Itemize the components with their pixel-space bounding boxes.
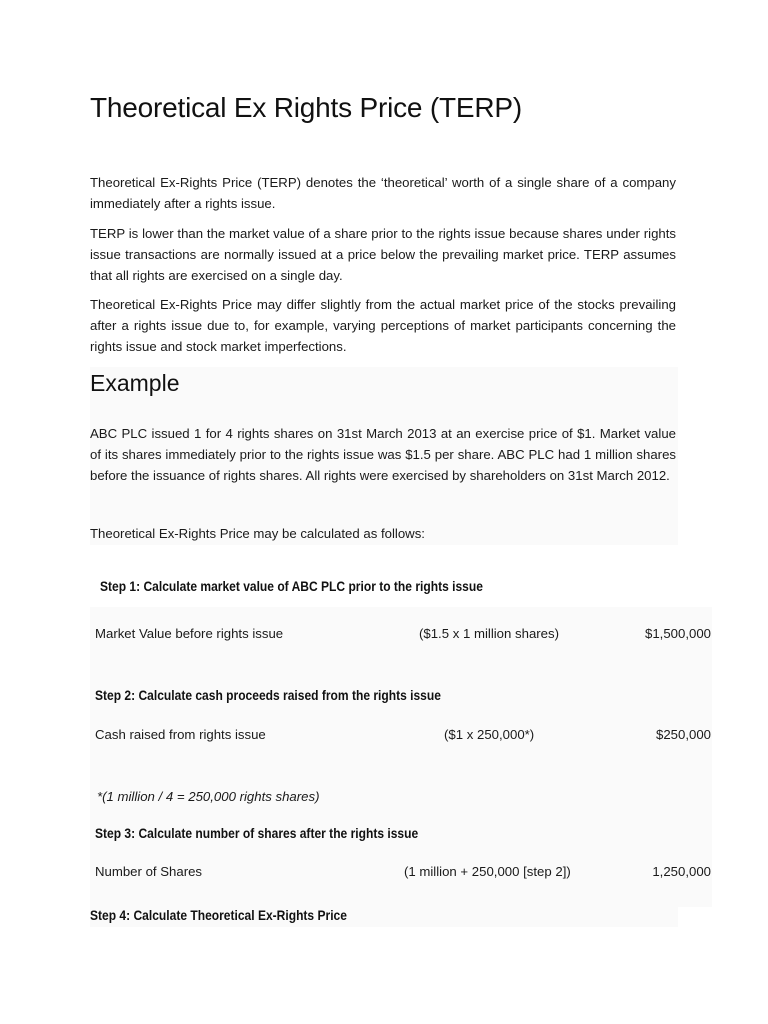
step-3-heading: Step 3: Calculate number of shares after the rights issue	[95, 825, 419, 841]
step-4-heading: Step 4: Calculate Theoretical Ex-Rights Price	[90, 907, 347, 923]
steps-background	[90, 607, 712, 907]
step-2-calc: ($1 x 250,000*)	[444, 727, 535, 742]
page-title: Theoretical Ex Rights Price (TERP)	[90, 92, 522, 123]
example-intro: Theoretical Ex-Rights Price may be calculated as follows:	[90, 526, 425, 541]
paragraph-terp-lower: TERP is lower than the market value of a share prior to the rights issue because shares under rights issue transactions are normally issued at a price below the prevailing market price. TERP assumes that all rights are exercised on a single day.	[90, 226, 676, 283]
paragraph-terp-definition: Theoretical Ex-Rights Price (TERP) denotes the ‘theoretical’ worth of a single share of a company immediately after a rights issue.	[90, 175, 676, 211]
step-1-row	[95, 626, 711, 646]
step-1-calc: ($1.5 x 1 million shares)	[419, 626, 559, 641]
step-1-amount: $1,500,000	[644, 626, 711, 641]
step-3-label: Number of Shares	[95, 864, 203, 879]
example-heading: Example	[90, 370, 180, 396]
step-2-heading: Step 2: Calculate cash proceeds raised from the rights issue	[95, 687, 441, 703]
step-1-heading: Step 1: Calculate market value of ABC PLC prior to the rights issue	[100, 578, 483, 594]
step-1-label: Market Value before rights issue	[95, 626, 284, 641]
step-2-label: Cash raised from rights issue	[95, 727, 266, 742]
step-2-row	[95, 727, 711, 747]
step-3-row	[95, 864, 711, 884]
example-text: ABC PLC issued 1 for 4 rights shares on 31st March 2013 at an exercise price of $1. Market value of its shares immediately prior to the rights issue was $1.5 per share. ABC PLC had 1 million shares before the issuance of rights shares. All rights were exercised by shareholders on 31st March 2012.	[90, 426, 676, 483]
step-3-calc: (1 million + 250,000 [step 2])	[404, 864, 571, 879]
step-3-amount: 1,250,000	[652, 864, 711, 879]
step-2-amount: $250,000	[655, 727, 711, 742]
paragraph-terp-difference: Theoretical Ex-Rights Price may differ slightly from the actual market price of the stocks prevailing after a rights issue due to, for example, varying perceptions of market participants concerning the rights issue and stock market imperfections.	[90, 297, 676, 354]
footnote-rights-shares: *(1 million / 4 = 250,000 rights shares)	[97, 789, 320, 804]
